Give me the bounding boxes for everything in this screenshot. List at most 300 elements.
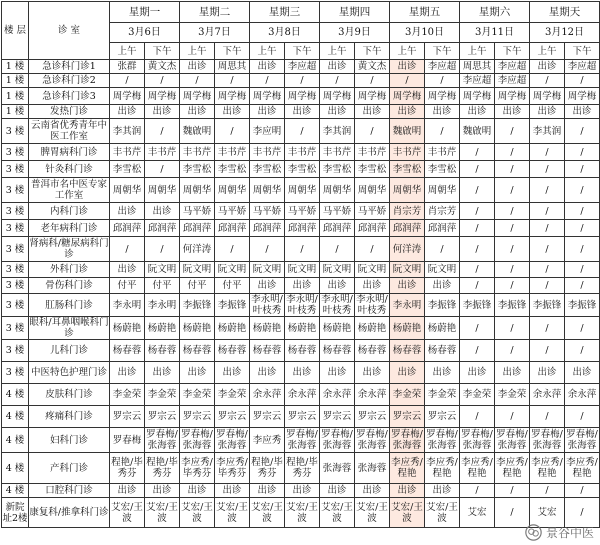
schedule-cell: 杨蔚艳 [390,317,425,340]
schedule-cell: 罗春梅/张海蓉 [286,429,318,451]
schedule-cell: 丰书芹 [390,144,425,161]
schedule-cell: 出诊 [250,278,285,294]
schedule-cell: 李雪松 [215,161,250,178]
schedule-cell: / [110,74,145,88]
floor-cell: 1 楼 [2,74,29,88]
schedule-cell: 杨蔚艳 [355,317,390,340]
schedule-cell: 罗宗云 [250,406,285,428]
schedule-cell: 罗春梅/张海蓉 [321,429,353,451]
schedule-cell: 出诊 [495,362,530,384]
schedule-cell: / [180,74,215,88]
schedule-cell: / [530,262,565,278]
schedule-cell: 李应秀 [250,428,285,453]
schedule-cell: 杨春蓉 [250,340,285,362]
room-cell: 老年病科门诊 [29,220,110,237]
schedule-cell: 邱润萍 [250,220,285,237]
pm-header: 下午 [425,43,460,60]
schedule-cell: 杨春蓉 [110,340,145,362]
schedule-cell: 罗春梅/张海蓉 [181,429,213,451]
schedule-cell: 李金荣 [460,384,495,406]
room-cell: 外科门诊 [29,262,110,278]
schedule-cell: / [460,220,495,237]
day-name: 星期天 [530,2,600,23]
schedule-cell: 余永萍 [355,384,390,406]
schedule-cell: 出诊 [390,278,425,294]
schedule-cell: / [565,178,600,203]
schedule-cell: 艾宏/王波 [110,498,145,528]
schedule-cell: 李振锋 [530,294,565,317]
schedule-cell: 罗春梅/张海蓉 [146,429,178,451]
schedule-cell: / [565,262,600,278]
schedule-cell: 付平 [215,278,250,294]
schedule-cell: 罗宗云 [110,406,145,428]
schedule-cell: 马平娇 [320,203,355,220]
floor-cell: 4 楼 [2,384,29,406]
schedule-cell: 邱润萍 [285,220,320,237]
schedule-cell: 李应秀/程艳 [390,453,425,484]
room-cell: 中医特色护理门诊 [29,362,110,384]
day-name: 星期四 [320,2,390,23]
schedule-cell: 邱润萍 [390,220,425,237]
table-row [2,161,600,178]
schedule-cell: 出诊 [110,262,145,278]
schedule-cell: 李振锋 [460,294,495,317]
schedule-cell: 阮文明 [320,262,355,278]
schedule-cell: 罗春梅/张海蓉 [461,429,493,451]
schedule-cell: 李应秀/毕秀芬 [180,453,215,484]
floor-cell: 3 楼 [2,178,29,203]
am-header: 上午 [180,43,215,60]
schedule-cell: 罗宗云 [390,406,425,428]
schedule-cell: 出诊 [355,362,390,384]
schedule-cell: 出诊 [425,278,460,294]
schedule-cell: 邱润萍 [145,220,180,237]
schedule-cell: 罗宗云 [145,406,180,428]
schedule-cell: 丰书芹 [355,144,390,161]
schedule-cell: 李其润 [320,119,355,144]
schedule-cell: 丰书芹 [250,144,285,161]
schedule-cell: 艾宏/王波 [390,498,425,528]
schedule-cell: 周朝华 [425,178,460,203]
pm-header: 下午 [215,43,250,60]
schedule-cell: 程艳/毕秀芬 [110,453,145,484]
schedule-cell: 余永萍 [250,384,285,406]
schedule-cell: 李振锋 [425,294,460,317]
schedule-cell: / [460,161,495,178]
schedule-cell: / [425,74,460,88]
schedule-cell: 出诊 [390,105,425,119]
day-date: 3月6日 [110,23,180,43]
schedule-cell: / [250,237,285,262]
room-cell: 急诊科门诊2 [29,74,110,88]
schedule-cell: 出诊 [320,362,355,384]
schedule-cell: 余永萍 [565,384,600,406]
schedule-cell: 阮文明 [355,262,390,278]
schedule-cell: 肖宗芳 [425,203,460,220]
schedule-cell: / [495,161,530,178]
schedule-cell: 出诊 [460,362,495,384]
schedule-cell: / [145,74,180,88]
schedule-cell: / [565,220,600,237]
schedule-cell: 李金荣 [215,384,250,406]
table-row [2,278,600,294]
day-name: 星期一 [110,2,180,23]
watermark-text: 景谷中医 [545,526,594,540]
schedule-cell: 出诊 [215,105,250,119]
schedule-cell: 李应秀/程艳 [495,453,530,484]
schedule-cell: 杨蔚艳 [250,317,285,340]
room-cell: 疼痛科门诊 [29,406,110,428]
schedule-cell: 李应秀/程艳 [460,453,495,484]
schedule-cell: 张海蓉 [355,453,390,484]
schedule-cell: 丰书芹 [215,144,250,161]
schedule-cell: / [495,340,530,362]
schedule-cell: 程艳/毕秀芬 [250,453,285,484]
table-row [2,453,600,484]
schedule-cell: 出诊 [110,362,145,384]
table-row [2,428,600,453]
schedule-cell: 周朝华 [250,178,285,203]
am-header: 上午 [460,43,495,60]
am-header: 上午 [320,43,355,60]
schedule-cell: 阮文明 [390,262,425,278]
schedule-cell: 出诊 [565,105,600,119]
am-header: 上午 [390,43,425,60]
schedule-cell: / [530,220,565,237]
schedule-cell: 李永明/叶枝秀 [321,294,353,316]
schedule-cell: 余永萍 [530,384,565,406]
schedule-cell: 张海蓉 [320,453,355,484]
schedule-cell: 出诊 [565,362,600,384]
schedule-cell: 出诊 [355,484,390,498]
schedule-cell: 李其润 [530,119,565,144]
schedule-cell: 出诊 [110,105,145,119]
schedule-cell: 出诊 [320,60,355,74]
schedule-cell: 周学梅 [355,88,390,105]
schedule-cell: 周学梅 [390,88,425,105]
schedule-cell: / [460,484,495,498]
schedule-cell: 出诊 [180,60,215,74]
room-cell: 针灸科门诊 [29,161,110,178]
schedule-cell: / [495,119,530,144]
schedule-cell: 李应超 [460,74,495,88]
schedule-cell: 出诊 [425,362,460,384]
schedule-cell: 出诊 [390,362,425,384]
schedule-cell: / [565,144,600,161]
schedule-cell: 杨春蓉 [320,340,355,362]
room-cell: 发热门诊 [29,105,110,119]
schedule-cell: / [355,74,390,88]
table-row [2,484,600,498]
schedule-cell: 罗宗云 [355,406,390,428]
day-date: 3月11日 [460,23,530,43]
pm-header: 下午 [285,43,320,60]
schedule-cell: / [565,317,600,340]
schedule-cell: / [530,237,565,262]
schedule-cell: 罗春梅/张海蓉 [356,429,388,451]
schedule-cell: 李振锋 [495,294,530,317]
schedule-cell: 周学梅 [145,88,180,105]
schedule-cell: 周学梅 [320,88,355,105]
room-cell: 口腔科门诊 [29,484,110,498]
floor-cell: 4 楼 [2,428,29,453]
schedule-cell: 程艳/毕秀芬 [285,453,320,484]
schedule-cell: 出诊 [180,362,215,384]
table-row [2,237,600,262]
schedule-cell: 李应秀/毕秀芬 [215,453,250,484]
schedule-cell: 马平娇 [285,203,320,220]
schedule-cell: 邱润萍 [355,220,390,237]
table-row [2,340,600,362]
floor-cell: 4 楼 [2,453,29,484]
schedule-cell: / [530,178,565,203]
schedule-cell: / [460,144,495,161]
schedule-cell: 何洋涛 [390,237,425,262]
schedule-cell: 李应超 [285,60,320,74]
schedule-cell: 李应超 [495,74,530,88]
schedule-cell: / [460,203,495,220]
schedule-cell: 周学梅 [215,88,250,105]
schedule-cell: 杨蔚艳 [110,317,145,340]
schedule-cell: 出诊 [145,105,180,119]
schedule-cell: 艾宏/王波 [285,498,320,528]
schedule-cell: / [390,74,425,88]
schedule-cell: 出诊 [250,484,285,498]
schedule-cell: / [285,74,320,88]
schedule-cell: 李金荣 [425,384,460,406]
schedule-cell: 杨蔚艳 [215,317,250,340]
schedule-cell: 出诊 [425,105,460,119]
schedule-cell: 邱润萍 [215,220,250,237]
schedule-cell: 罗春梅 [110,428,145,453]
schedule-cell: 艾宏/王波 [320,498,355,528]
floor-cell: 3 楼 [2,278,29,294]
schedule-cell: 出诊 [320,105,355,119]
schedule-cell: 出诊 [285,278,320,294]
floor-cell: 1 楼 [2,60,29,74]
schedule-cell: 李金荣 [495,384,530,406]
schedule-cell: 艾宏/王波 [425,498,460,528]
floor-cell: 3 楼 [2,340,29,362]
schedule-cell: / [495,203,530,220]
schedule-cell: / [530,144,565,161]
day-date: 3月8日 [250,23,320,43]
schedule-cell: 李永明 [145,294,180,317]
schedule-cell: / [565,406,600,428]
schedule-cell: 艾宏/王波 [250,498,285,528]
schedule-cell: / [495,144,530,161]
am-header: 上午 [250,43,285,60]
schedule-cell: / [215,119,250,144]
schedule-cell: 出诊 [530,60,565,74]
schedule-cell: / [565,278,600,294]
schedule-cell: 杨蔚艳 [320,317,355,340]
day-name: 星期五 [390,2,460,23]
schedule-cell: 阮文明 [250,262,285,278]
schedule-cell: 李应明 [250,119,285,144]
schedule-cell: 余永萍 [320,384,355,406]
schedule-cell: 周朝华 [320,178,355,203]
schedule-cell: 李雪松 [390,161,425,178]
schedule-cell: 周朝华 [145,178,180,203]
schedule-cell: 邱润萍 [320,220,355,237]
schedule-cell: / [145,237,180,262]
schedule-cell: / [565,484,600,498]
schedule-cell: 周学梅 [530,88,565,105]
pm-header: 下午 [145,43,180,60]
schedule-cell: / [215,74,250,88]
schedule-cell: 杨春蓉 [390,340,425,362]
schedule-cell: / [495,178,530,203]
schedule-cell: 李应秀/程艳 [530,453,565,484]
schedule-cell: / [495,498,530,528]
pm-header: 下午 [565,43,600,60]
schedule-cell: 周学梅 [460,88,495,105]
schedule-cell: 马平娇 [355,203,390,220]
schedule-cell: / [495,406,530,428]
schedule-cell: 李雪松 [320,161,355,178]
schedule-cell: 周学梅 [565,88,600,105]
schedule-cell: / [460,237,495,262]
table-row [2,294,600,317]
schedule-cell: 出诊 [145,484,180,498]
schedule-cell: 李永明 [390,294,425,317]
schedule-cell: 阮文明 [145,262,180,278]
schedule-cell: 丰书芹 [425,144,460,161]
schedule-cell: / [495,220,530,237]
schedule-cell: / [355,119,390,144]
schedule-table [1,1,600,528]
schedule-cell: 李振锋 [565,294,600,317]
schedule-cell: 李金荣 [110,384,145,406]
schedule-cell: / [320,74,355,88]
schedule-cell: / [355,237,390,262]
schedule-cell: / [530,484,565,498]
schedule-cell: / [460,317,495,340]
schedule-cell: 付平 [110,278,145,294]
room-cell: 普洱市名中医专家工作室 [29,178,110,203]
day-name: 星期二 [180,2,250,23]
schedule-cell: 出诊 [320,278,355,294]
schedule-cell: 杨春蓉 [215,340,250,362]
room-cell: 云南省优秀青年中医工作室 [29,119,110,144]
schedule-cell: 丰书芹 [320,144,355,161]
watermark [525,524,594,541]
schedule-cell: 出诊 [145,203,180,220]
schedule-cell: 出诊 [180,484,215,498]
schedule-cell: / [530,278,565,294]
schedule-cell: 出诊 [180,105,215,119]
wechat-official-account-icon [525,524,542,541]
schedule-cell: 出诊 [460,105,495,119]
schedule-cell: 付平 [145,278,180,294]
schedule-cell: / [565,203,600,220]
schedule-cell: 李雪松 [285,161,320,178]
schedule-cell: 李雪松 [180,161,215,178]
schedule-cell: 杨蔚艳 [285,317,320,340]
table-row [2,262,600,278]
schedule-cell: 李应秀/程艳 [565,453,600,484]
schedule-cell: 李雪松 [110,161,145,178]
schedule-cell: 出诊 [215,362,250,384]
schedule-cell: / [460,406,495,428]
schedule-cell: 马平娇 [215,203,250,220]
day-name: 星期三 [250,2,320,23]
schedule-cell: 李雪松 [250,161,285,178]
schedule-cell: 丰书芹 [180,144,215,161]
table-row [2,119,600,144]
schedule-cell: / [110,237,145,262]
room-cell: 皮肤科门诊 [29,384,110,406]
schedule-cell: 周朝华 [180,178,215,203]
room-cell: 骨伤科门诊 [29,278,110,294]
schedule-cell: / [425,237,460,262]
schedule-cell: 罗春梅/张海蓉 [566,429,598,451]
schedule-cell: 出诊 [530,362,565,384]
schedule-cell: 罗宗云 [425,406,460,428]
am-header: 上午 [530,43,565,60]
schedule-cell: 出诊 [145,362,180,384]
table-row [2,406,600,428]
schedule-cell: 黄文杰 [145,60,180,74]
schedule-cell: / [495,317,530,340]
schedule-cell: 丰书芹 [285,144,320,161]
floor-cell: 4 楼 [2,406,29,428]
schedule-cell: / [495,237,530,262]
table-row [2,74,600,88]
room-cell: 内科门诊 [29,203,110,220]
schedule-cell: 出诊 [250,362,285,384]
schedule-cell: 李其润 [110,119,145,144]
schedule-cell: 出诊 [355,105,390,119]
schedule-cell: 肖宗芳 [390,203,425,220]
schedule-cell: / [565,340,600,362]
schedule-cell: 周学梅 [250,88,285,105]
schedule-cell: 阮文明 [215,262,250,278]
room-cell: 脾胃病科门诊 [29,144,110,161]
schedule-cell: 周思其 [215,60,250,74]
room-cell: 肛肠科门诊 [29,294,110,317]
schedule-cell: 罗宗云 [180,406,215,428]
table-row [2,203,600,220]
schedule-cell: 出诊 [495,105,530,119]
table-row [2,178,600,203]
schedule-cell: 罗宗云 [320,406,355,428]
day-date: 3月7日 [180,23,250,43]
schedule-cell: 出诊 [390,484,425,498]
schedule-cell: 张群 [110,60,145,74]
schedule-cell: 出诊 [320,484,355,498]
schedule-cell: 艾宏/王波 [145,498,180,528]
day-date: 3月10日 [390,23,460,43]
table-row [2,384,600,406]
schedule-cell: / [530,203,565,220]
schedule-cell: 罗春梅/张海蓉 [391,429,423,451]
schedule-cell: 李应超 [495,60,530,74]
schedule-cell: 黄文杰 [355,60,390,74]
schedule-cell: 邱润萍 [180,220,215,237]
table-row [2,88,600,105]
schedule-cell: / [495,262,530,278]
schedule-cell: 阮文明 [425,262,460,278]
schedule-cell: 魏啟明 [390,119,425,144]
schedule-cell: 魏啟明 [460,119,495,144]
schedule-cell: 李永明/叶枝秀 [251,294,283,316]
schedule-cell: 罗春梅/张海蓉 [216,429,248,451]
table-row [2,362,600,384]
room-cell: 妇科门诊 [29,428,110,453]
room-cell: 肾病科/糖尿病科门诊 [29,238,109,260]
